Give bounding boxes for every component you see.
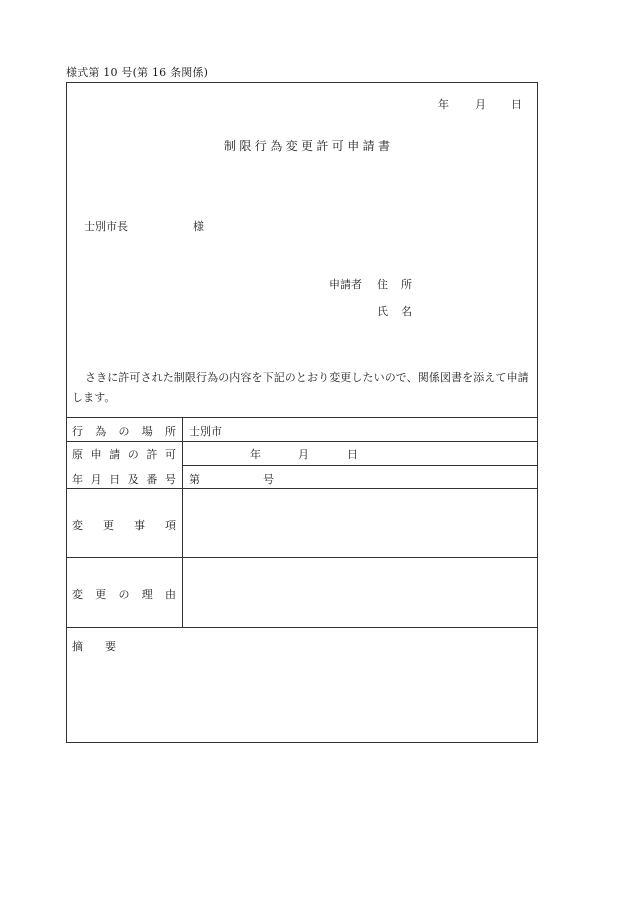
addressee: 士別市長 [84,220,128,233]
document-title: 制限行為変更許可申請書 [224,139,394,153]
table-top-border [66,417,538,418]
remarks-label: 摘 要 [72,640,116,653]
permit-year-label: 年 [250,448,261,461]
change-items-field[interactable] [183,489,537,557]
addressee-honorific: 様 [193,220,204,233]
form-frame [66,82,538,743]
date-year-label: 年 [438,98,449,111]
permit-number-prefix: 第 [189,473,200,486]
change-reason-label: 変 更 の 理 由 [72,588,176,601]
original-permit-label-line1: 原 申 請 の 許 可 [72,448,176,461]
location-label: 行 為 の 場 所 [72,425,176,438]
row-divider [66,441,538,442]
applicant-name-label: 氏 名 [377,305,413,318]
form-number: 様式第 10 号(第 16 条関係) [66,66,209,79]
remarks-field[interactable] [67,655,537,741]
date-day-label: 日 [511,98,522,111]
permit-number-suffix: 号 [263,473,274,486]
request-statement: さきに許可された制限行為の内容を下記のとおり変更したいので、関係図書を添えて申請します。 [72,371,529,404]
permit-month-label: 月 [298,448,309,461]
date-month-label: 月 [475,98,486,111]
change-items-label: 変 更 事 項 [72,519,176,532]
applicant-address-label: 住 所 [377,278,413,291]
permit-day-label: 日 [347,448,358,461]
original-permit-label-line2: 年 月 日 及 番 号 [72,473,176,486]
location-value: 士別市 [189,425,222,438]
applicant-label: 申請者 [329,278,362,291]
row-divider-partial [182,465,538,466]
change-reason-field[interactable] [183,558,537,627]
row-divider [66,627,538,628]
